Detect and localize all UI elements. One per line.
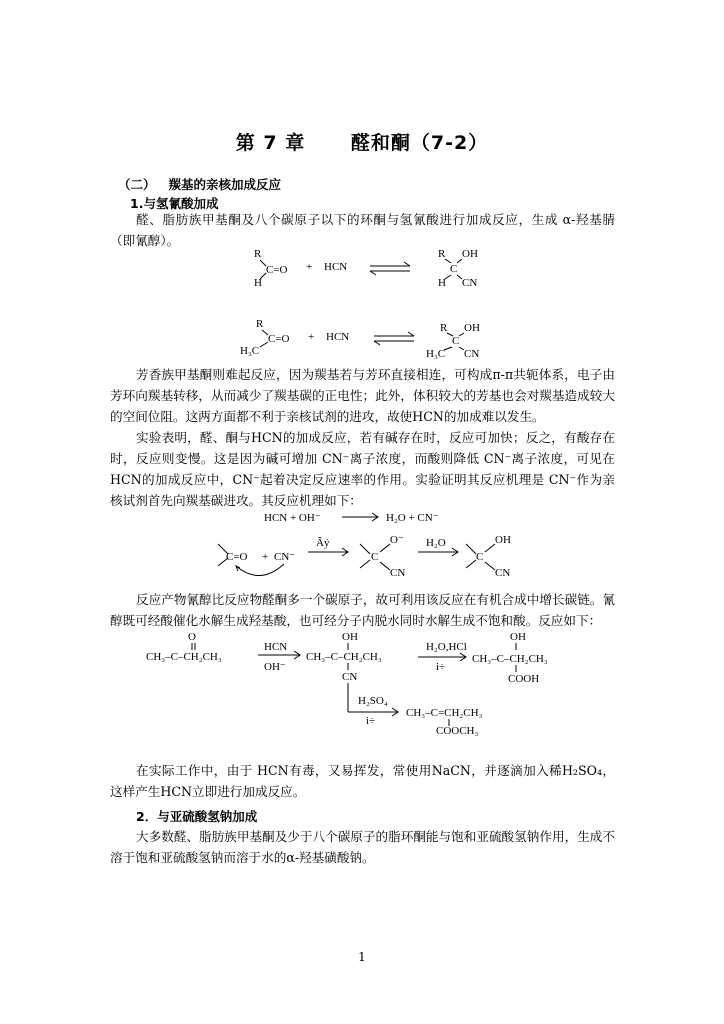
mech1-left: HCN + OH⁻	[264, 512, 321, 524]
r3-prod1-cooh: COOH	[508, 673, 540, 685]
r3-oxygen: O	[188, 631, 196, 643]
r1-carbonyl: C=O	[266, 264, 288, 276]
r3-cond1-bottom: OH⁻	[264, 661, 286, 673]
r3-cond2-bottom: i÷	[436, 661, 446, 673]
paragraph-mechanism-evidence: 实验表明，醛、酮与HCN的加成反应，若有碱存在时，反应可加快；反之，有酸存在时，反应则变慢。这是因为碱可增加 CN⁻离子浓度，而酸则降低 CN⁻离子浓度，可见在HCN的加成反应中，CN⁻起着决定反应速率的作用。实验证明其反应机理是 CN⁻作为亲核试剂首先向羰基碳进攻。其反应机理如下：	[110, 430, 615, 508]
paragraph-nacn-practice: 在实际工作中，由于 HCN有毒，又易挥发，常使用NaCN，并逐滴加入稀H₂SO₄，这样产生HCN立即进行加成反应。	[110, 763, 615, 799]
paragraph-bisulfite: 大多数醛、脂肪族甲基酮及少于八个碳原子的脂环酮能与饱和亚硫酸氢钠作用，生成不溶于饱和亚硫酸氢钠而溶于水的α-羟基磺酸钠。	[110, 829, 615, 865]
r1-reagent: HCN	[324, 261, 348, 273]
page-title: 第 7 章 醛和酮（7-2）	[235, 132, 489, 154]
section-heading-nucleophilic-addition: （二） 羰基的亲核加成反应	[118, 177, 282, 192]
mech2-water: H₂O	[426, 537, 446, 549]
reaction-aldehyde-hcn	[240, 246, 500, 294]
r1-R: R	[254, 248, 262, 260]
r2-prod-R: R	[440, 322, 448, 334]
r3-intermediate: CH₃–C–CH₂CH₃	[306, 651, 382, 663]
subsection-heading-bisulfite: 2．与亚硫酸氢钠加成	[136, 809, 258, 824]
r3-mid-cn: CN	[342, 671, 358, 683]
r2-H3C: H₃C	[240, 345, 260, 357]
r1-H: H	[254, 277, 262, 289]
mech2-carbonyl: C=O	[226, 551, 248, 563]
r1-prod-H: H	[438, 277, 446, 289]
r2-reagent: HCN	[326, 331, 350, 343]
r3-start: CH₃–C–CH₂CH₃	[146, 651, 222, 663]
r2-carbonyl: C=O	[268, 333, 290, 345]
r3-cond3-top: H₂SO₄	[358, 695, 388, 707]
page-number: 1	[358, 950, 366, 964]
mech1-right: H₂O + CN⁻	[386, 512, 439, 524]
subsection-heading-hcn: 1.与氢氰酸加成	[130, 196, 219, 211]
mech2-intermediate-cn: CN	[390, 567, 406, 579]
r1-prod-R: R	[438, 248, 446, 260]
r1-prod-OH: OH	[462, 248, 478, 260]
mech2-slow-label: Âý	[316, 537, 330, 549]
mech2-product-oh: OH	[495, 534, 511, 546]
r1-prod-C: C	[450, 263, 458, 275]
r2-prod-CN: CN	[464, 348, 480, 360]
mech2-intermediate-c: C	[371, 551, 379, 563]
mech2-product-cn: CN	[495, 567, 511, 579]
paragraph-intro: 醛、脂肪族甲基酮及八个碳原子以下的环酮与氢氰酸进行加成反应，生成 α-羟基腈（即氰醇）。	[110, 212, 615, 248]
r3-cond3-bottom: i÷	[366, 715, 376, 727]
r3-cond1-top: HCN	[264, 641, 288, 653]
r1-plus: +	[306, 261, 313, 273]
r1-prod-CN: CN	[462, 277, 478, 289]
mech2-cn: CN⁻	[274, 551, 296, 563]
mechanism-step-1	[260, 506, 480, 528]
paragraph-aromatic-ketones: 芳香族甲基酮则难起反应，因为羰基若与芳环直接相连，可构成π-π共轭体系，电子由芳环向羰基转移，从而减少了羰基碳的正电性；此外，体积较大的芳基也会对羰基造成较大的空间位阻。这两方面都不利于亲核试剂的进攻，故使HCN的加成难以发生。	[110, 367, 615, 424]
r2-plus: +	[308, 331, 315, 343]
mech2-plus: +	[262, 551, 269, 563]
r2-prod-OH: OH	[464, 322, 480, 334]
mech2-o-minus: O⁻	[390, 534, 404, 546]
paragraph-chain-extension: 反应产物氰醇比反应物醛酮多一个碳原子，故可利用该反应在有机合成中增长碳链。氰醇既可经酸催化水解生成羟基酸，也可经分子内脱水同时水解生成不饱和酸。反应如下：	[110, 592, 615, 628]
r3-prod1-oh: OH	[510, 631, 526, 643]
r3-product-hydroxy-acid: CH₃–C–CH₂CH₃	[472, 653, 548, 665]
mech2-product-c: C	[476, 551, 484, 563]
r2-prod-H3C: H₃C	[426, 348, 446, 360]
r3-mid-oh: OH	[342, 631, 358, 643]
reaction-ketone-hcn	[240, 316, 500, 362]
reaction-cyanohydrin-hydrolysis	[140, 628, 600, 738]
r3-cond2-top: H₂O,HCl	[426, 641, 467, 653]
r3-prod2-cooch3: COOCH₃	[436, 725, 479, 737]
r3-product-unsaturated-ester: CH₃–C=CH₂CH₃	[406, 707, 483, 719]
r2-prod-C: C	[452, 335, 460, 347]
r2-R: R	[256, 318, 264, 330]
mechanism-step-2	[210, 530, 530, 582]
